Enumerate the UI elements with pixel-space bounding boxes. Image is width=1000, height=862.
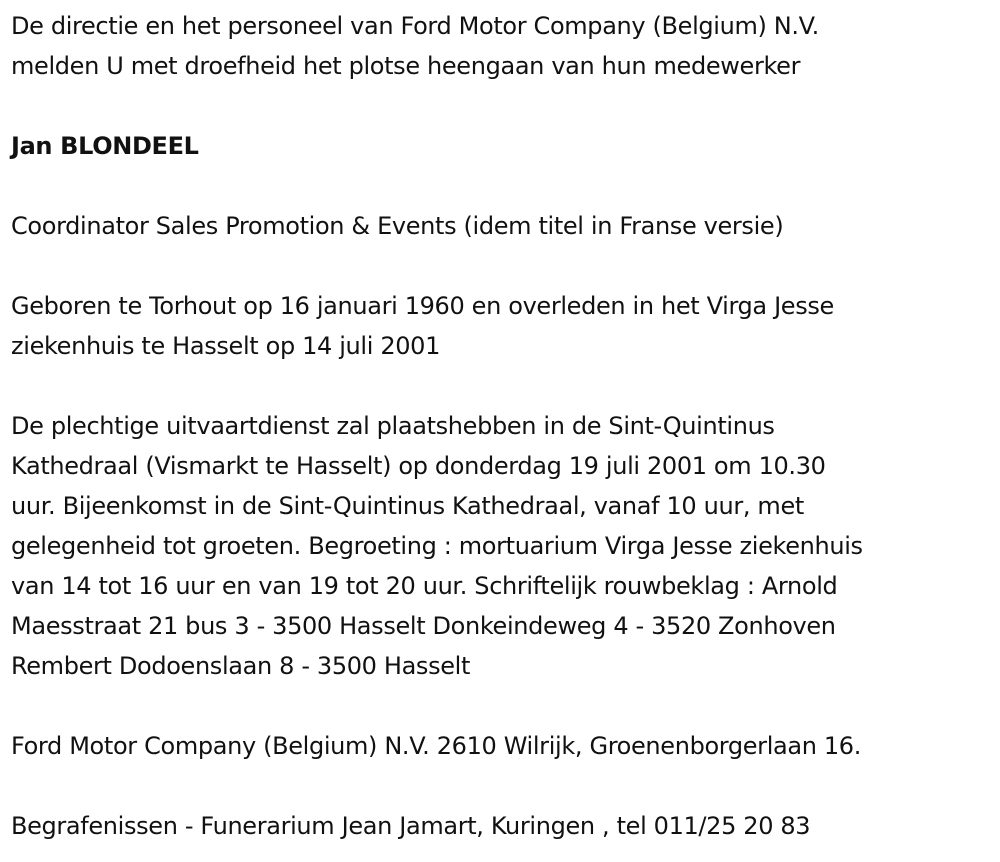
funeral-line-2: Kathedraal (Vismarkt te Hasselt) op donderdag 19 juli 2001 om 10.30 xyxy=(11,452,826,480)
intro-line-1: De directie en het personeel van Ford Motor Company (Belgium) N.V. xyxy=(11,12,819,40)
intro-line-2: melden U met droefheid het plotse heengaan van hun medewerker xyxy=(11,52,801,80)
company-address: Ford Motor Company (Belgium) N.V. 2610 Wilrijk, Groenenborgerlaan 16. xyxy=(11,732,861,760)
obituary-document xyxy=(11,6,993,846)
birth-death-line-2: ziekenhuis te Hasselt op 14 juli 2001 xyxy=(11,332,440,360)
name-paragraph xyxy=(11,126,993,166)
funeral-line-4: gelegenheid tot groeten. Begroeting : mortuarium Virga Jesse ziekenhuis xyxy=(11,532,863,560)
funeral-paragraph xyxy=(11,406,993,686)
funeral-line-3: uur. Bijeenkomst in de Sint-Quintinus Kathedraal, vanaf 10 uur, met xyxy=(11,492,804,520)
funeral-home: Begrafenissen - Funerarium Jean Jamart, Kuringen , tel 011/25 20 83 xyxy=(11,812,811,840)
funeral-line-5: van 14 tot 16 uur en van 19 tot 20 uur. Schriftelijk rouwbeklag : Arnold xyxy=(11,572,838,600)
birth-death-paragraph xyxy=(11,286,993,366)
job-title: Coordinator Sales Promotion & Events (idem titel in Franse versie) xyxy=(11,212,784,240)
funeral-line-7: Rembert Dodoenslaan 8 - 3500 Hasselt xyxy=(11,652,471,680)
company-address-paragraph xyxy=(11,726,993,766)
birth-death-line-1: Geboren te Torhout op 16 januari 1960 en overleden in het Virga Jesse xyxy=(11,292,834,320)
funeral-home-paragraph xyxy=(11,806,993,846)
job-title-paragraph xyxy=(11,206,993,246)
deceased-name: Jan BLONDEEL xyxy=(11,132,199,160)
funeral-line-6: Maesstraat 21 bus 3 - 3500 Hasselt Donkeindeweg 4 - 3520 Zonhoven xyxy=(11,612,836,640)
intro-paragraph xyxy=(11,6,993,86)
funeral-line-1: De plechtige uitvaartdienst zal plaatshebben in de Sint-Quintinus xyxy=(11,412,775,440)
